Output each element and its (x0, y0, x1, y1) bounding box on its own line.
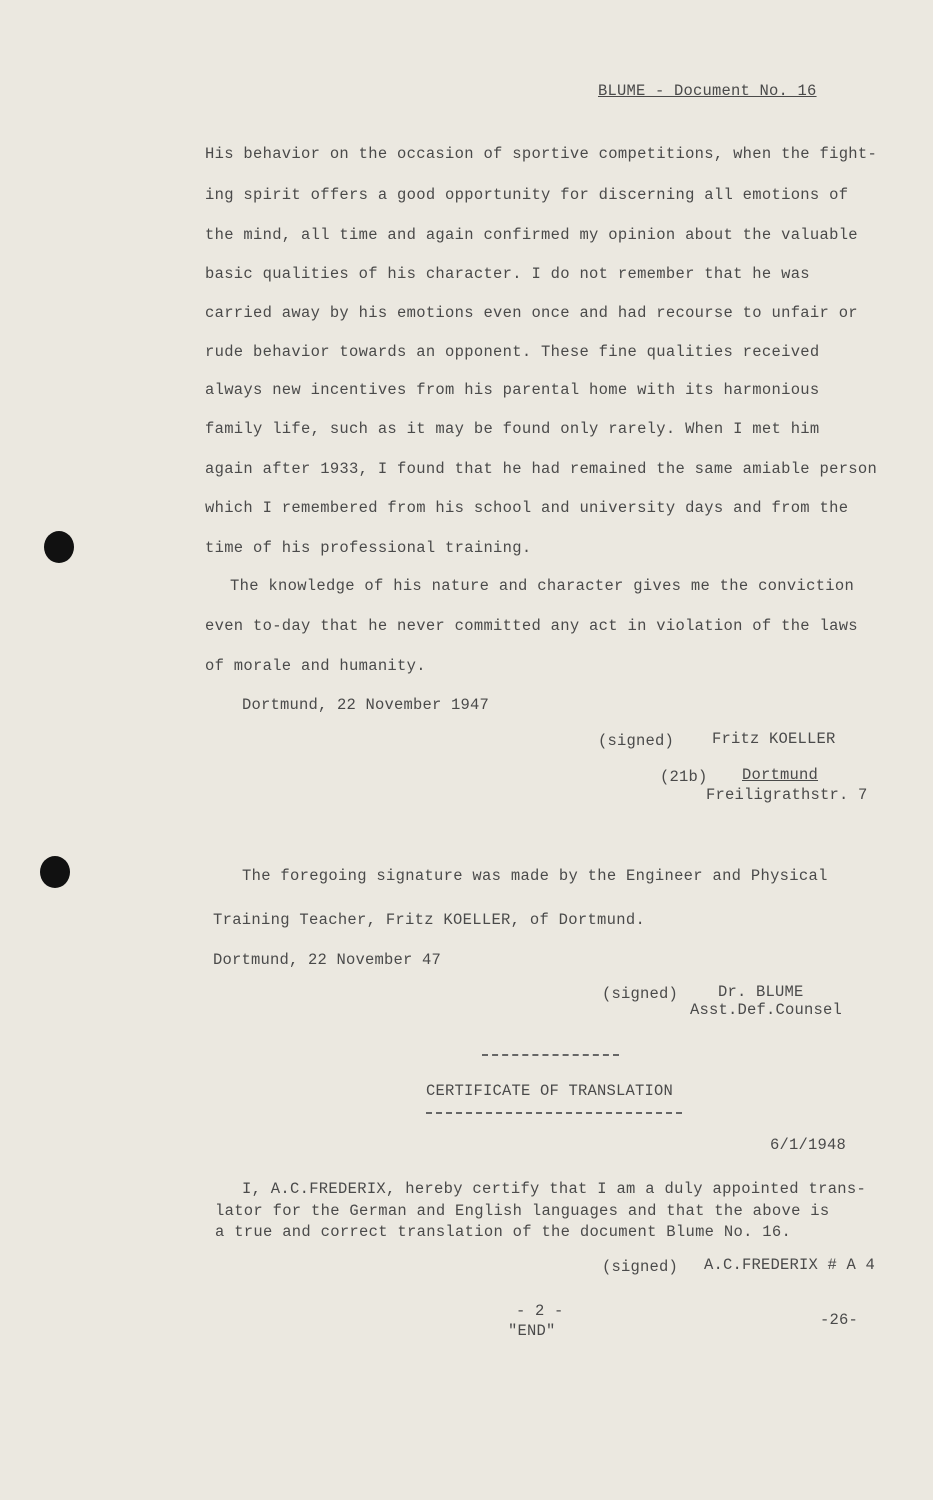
address-city: Dortmund (742, 766, 819, 784)
text-line: rude behavior towards an opponent. These fine qualities received (205, 343, 820, 361)
text-line: ing spirit offers a good opportunity for discerning all emotions of (205, 186, 849, 204)
certificate-date: 6/1/1948 (770, 1136, 847, 1154)
text-line: always new incentives from his parental home with its harmonious (205, 381, 820, 399)
text-line: the mind, all time and again confirmed my opinion about the valuable (205, 226, 858, 244)
place-date: Dortmund, 22 November 47 (213, 951, 442, 969)
signer-name: Dr. BLUME (718, 983, 804, 1001)
text-line: again after 1933, I found that he had remained the same amiable person (205, 460, 878, 478)
text-line: I, A.C.FREDERIX, hereby certify that I am a duly appointed trans- (242, 1180, 867, 1198)
text-line: The knowledge of his nature and character gives me the conviction (230, 577, 855, 595)
address-street: Freiligrathstr. 7 (706, 786, 868, 804)
title-underline (426, 1112, 682, 1114)
signed-label: (signed) (602, 1258, 679, 1276)
text-line: The foregoing signature was made by the Engineer and Physical (242, 867, 828, 885)
address-code: (21b) (660, 768, 708, 786)
text-line: basic qualities of his character. I do not remember that he was (205, 265, 810, 283)
signed-label: (signed) (602, 985, 679, 1003)
certificate-title: CERTIFICATE OF TRANSLATION (426, 1082, 674, 1100)
sheet-number: -26- (820, 1311, 859, 1329)
signed-label: (signed) (598, 732, 675, 750)
signer-name: A.C.FREDERIX # A 4 (704, 1256, 876, 1274)
text-line: Training Teacher, Fritz KOELLER, of Dortmund. (213, 911, 646, 929)
page-number: - 2 - (516, 1302, 564, 1320)
text-line: a true and correct translation of the document Blume No. 16. (215, 1223, 792, 1241)
signer-name: Fritz KOELLER (712, 730, 836, 748)
punch-hole (44, 531, 74, 563)
text-line: lator for the German and English languages and that the above is (215, 1202, 830, 1220)
text-line: even to-day that he never committed any act in violation of the laws (205, 617, 858, 635)
text-line: of morale and humanity. (205, 657, 426, 675)
text-line: which I remembered from his school and university days and from the (205, 499, 849, 517)
text-line: family life, such as it may be found only rarely. When I met him (205, 420, 820, 438)
punch-hole (40, 856, 70, 888)
text-line: time of his professional training. (205, 539, 532, 557)
text-line: His behavior on the occasion of sportive competitions, when the fight- (205, 145, 878, 163)
place-date: Dortmund, 22 November 1947 (242, 696, 490, 714)
end-mark: "END" (508, 1322, 556, 1340)
signer-title: Asst.Def.Counsel (690, 1001, 843, 1019)
text-line: carried away by his emotions even once and had recourse to unfair or (205, 304, 858, 322)
document-reference: BLUME - Document No. 16 (598, 82, 817, 100)
separator-line (482, 1054, 619, 1056)
